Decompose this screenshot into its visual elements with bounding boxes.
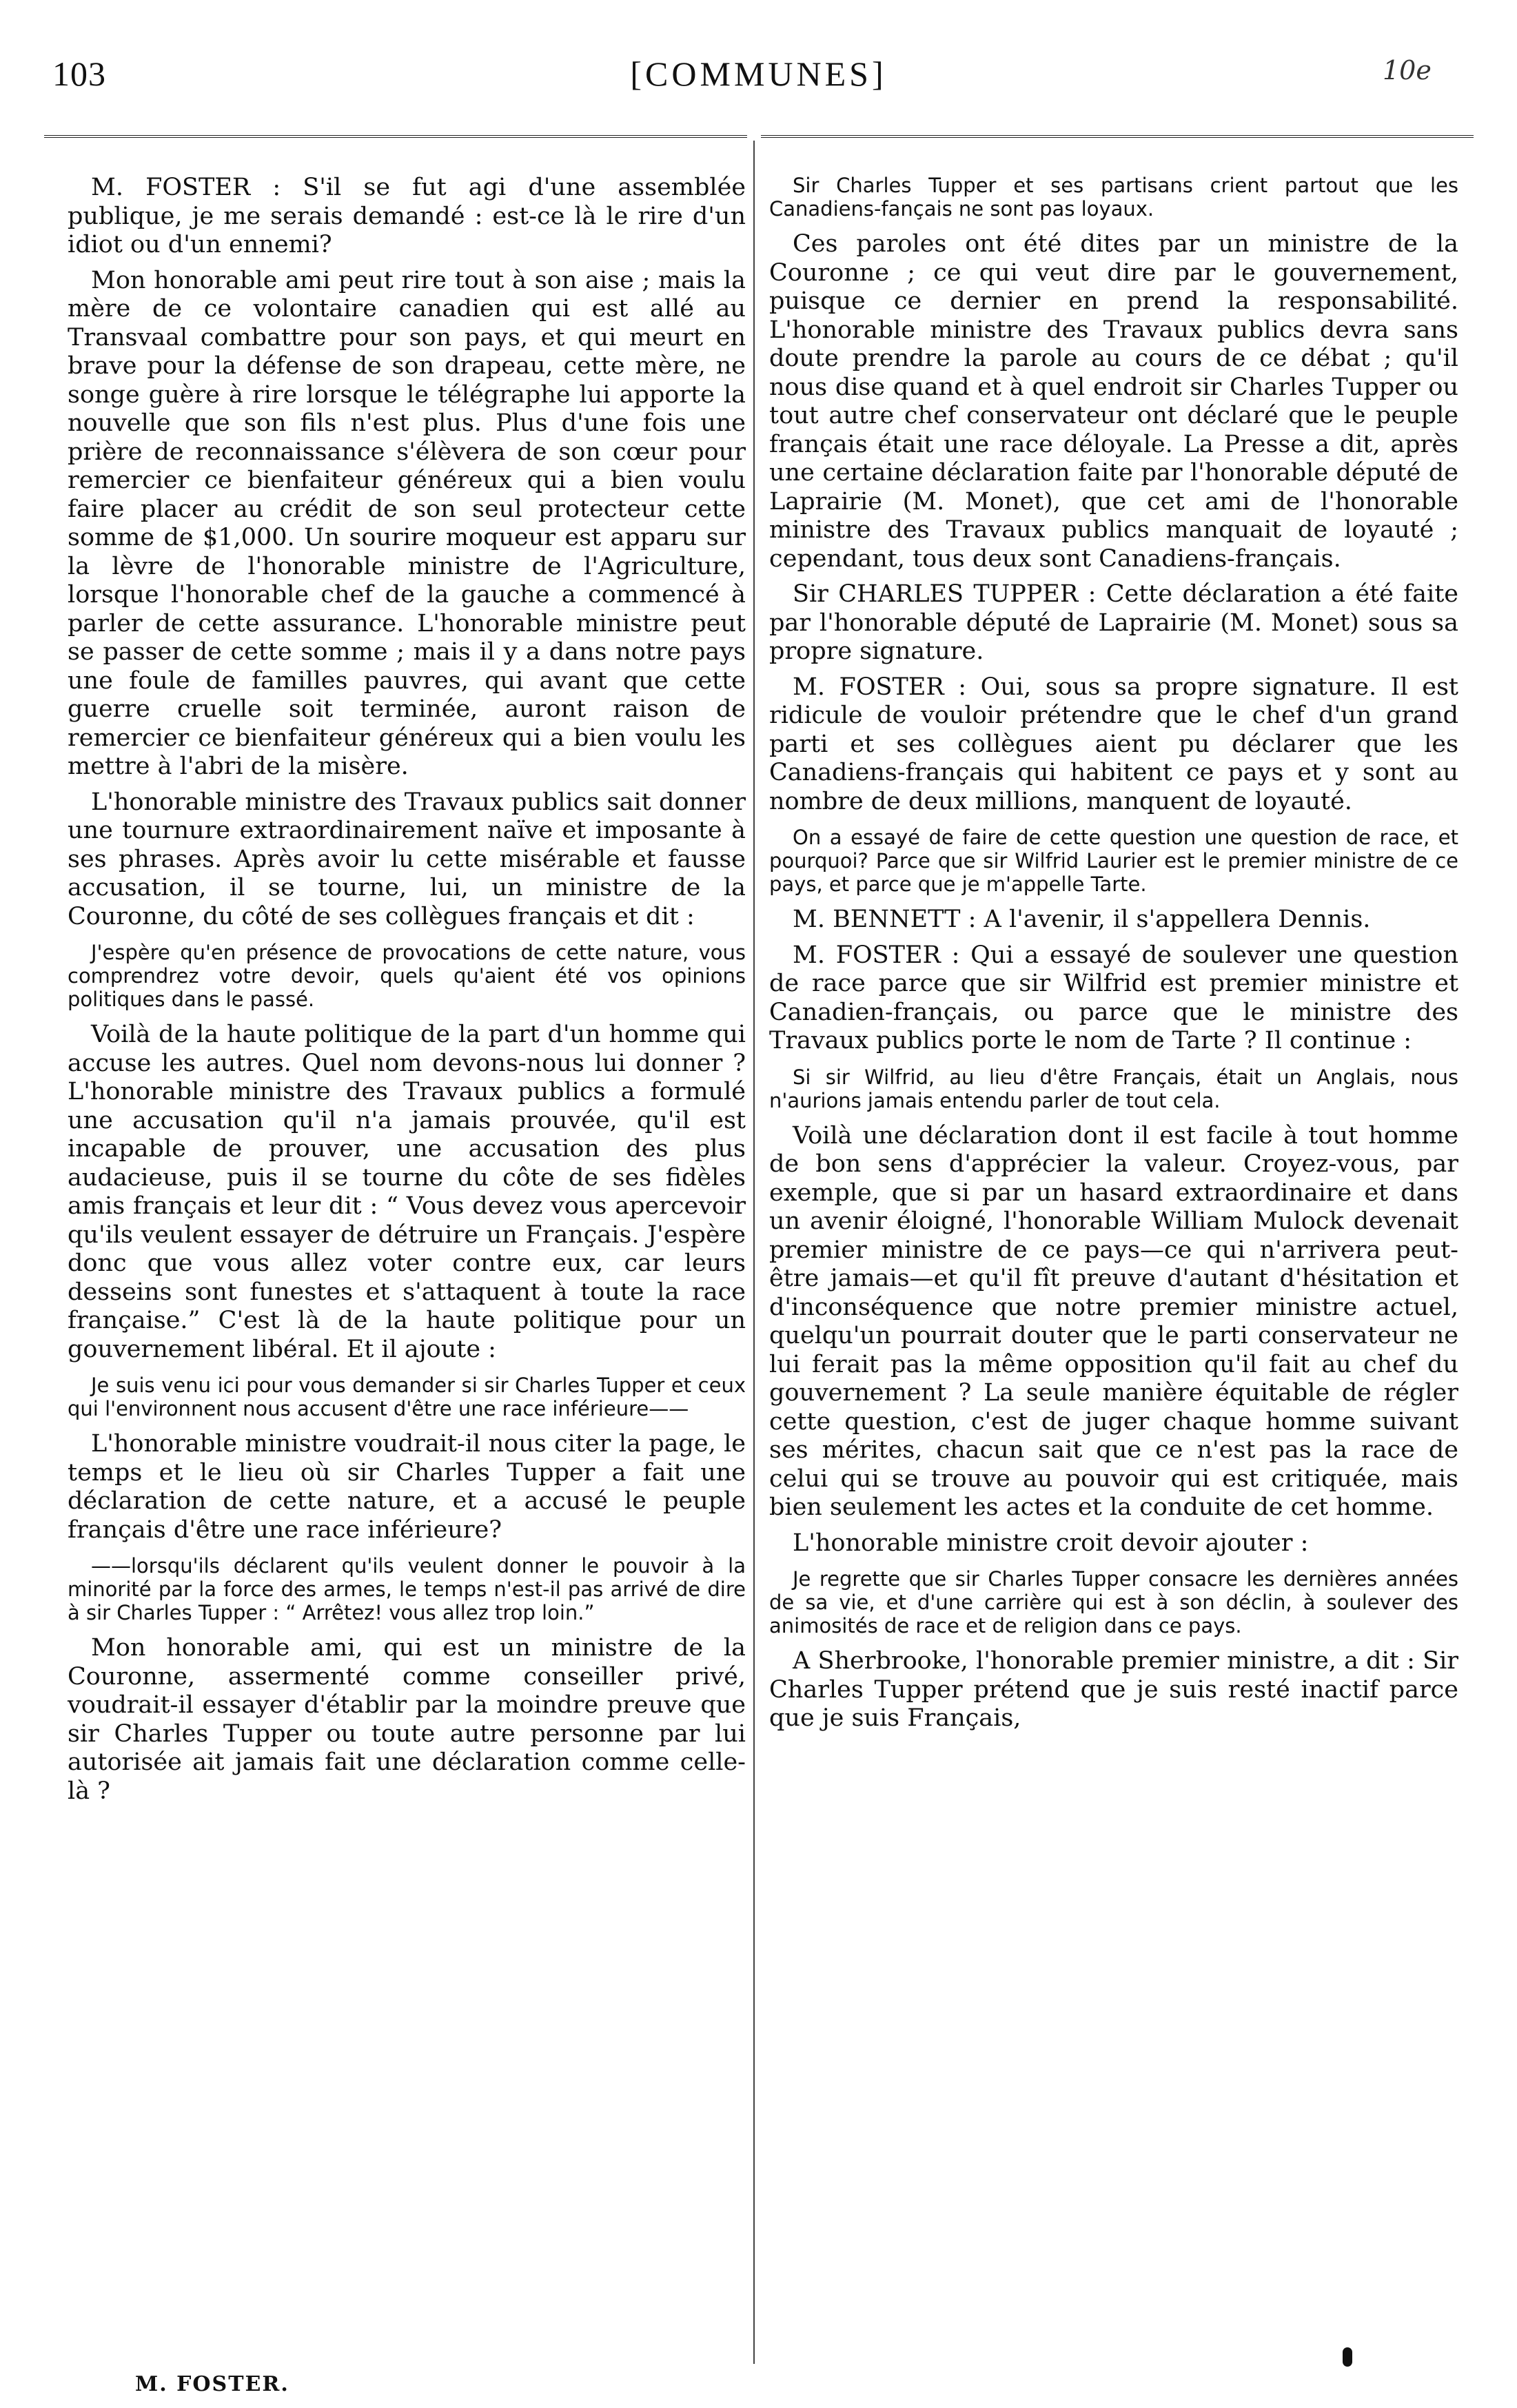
running-head: [COMMUNES] xyxy=(630,54,887,93)
header-rule-left xyxy=(44,135,747,138)
body-paragraph: Sir CHARLES TUPPER : Cette déclaration a été faite par l'honorable député de Laprairie (M. Monet) sous sa propre signature. xyxy=(769,580,1458,665)
quoted-passage: On a essayé de faire de cette question une question de race, et pourquoi? Parce que sir Wilfrid Laurier est le premier ministre de ce pays, et parce que je m'appelle Tarte. xyxy=(769,826,1458,896)
page-header xyxy=(0,0,1517,103)
column-divider xyxy=(753,141,755,2364)
quoted-passage: ——lorsqu'ils déclarent qu'ils veulent donner le pouvoir à la minorité par la force des armes, le temps n'est-il pas arrivé de dire à sir Charles Tupper : “ Arrêtez! vous allez trop loin.” xyxy=(68,1554,746,1624)
footer-speaker-catchword: M. FOSTER. xyxy=(135,2372,289,2396)
body-paragraph: Mon honorable ami, qui est un ministre de la Couronne, assermenté comme conseiller privé, voudrait-il essayer d'établir par la moindre preuve que sir Charles Tupper ou toute autre personne par lui autorisée ait jamais fait une déclaration comme celle-là ? xyxy=(68,1634,746,1805)
quoted-passage: Je suis venu ici pour vous demander si sir Charles Tupper et ceux qui l'environnent nous accusent d'être une race inférieure—— xyxy=(68,1374,746,1420)
body-paragraph: M. BENNETT : A l'avenir, il s'appellera Dennis. xyxy=(793,906,1371,933)
right-column xyxy=(769,174,1458,1740)
body-paragraph: Mon honorable ami peut rire tout à son aise ; mais la mère de ce volontaire canadien qui est allé au Transvaal combattre pour son pays, et qui meurt en brave pour la défense de son drapeau, cette mère, ne songe guère à rire lorsque le télégraphe lui apporte la nouvelle que son fils n'est plus. Plus d'une fois une prière de reconnaissance s'élèvera de son cœur pour remercier ce bienfaiteur généreux qui a bien voulu faire placer au crédit de son seul protecteur cette somme de $1,000. Un sourire moqueur est apparu sur la lèvre de l'honorable ministre de l'Agriculture, lorsque l'honorable chef de la gauche a commencé à parler de cette assurance. L'honorable ministre peut se passer de cette somme ; mais il y a dans notre pays une foule de familles pauvres, qui avant que cette guerre cruelle soit terminée, auront raison de remercier ce bienfaiteur généreux qui a bien voulu les mettre à l'abri de la misère. xyxy=(68,266,746,780)
quoted-passage: Sir Charles Tupper et ses partisans crient partout que les Canadiens-fançais ne sont pas loyaux. xyxy=(769,174,1458,221)
body-paragraph: Voilà une déclaration dont il est facile à tout homme de bon sens d'apprécier la valeur. Croyez-vous, par exemple, que si par un hasard extraordinaire et dans un avenir éloigné, l'honorable William Mulock devenait premier ministre de ce pays—ce qui n'arrivera peut-être jamais—et qu'il fît preuve d'autant d'hésitation et d'inconséquence que notre premier ministre actuel, quelqu'un pourrait douter que le parti conservateur ne lui ferait pas la même opposition qu'il fait au chef du gouvernement ? La seule manière équitable de régler cette question, c'est de juger chaque homme suivant ses mérites, chacun sait que ce n'est pas la race de celui qui se trouve au pouvoir qui est critiquée, mais bien seulement les actes et la conduite de cet homme. xyxy=(769,1121,1458,1521)
quoted-passage: Si sir Wilfrid, au lieu d'être Français, était un Anglais, nous n'aurions jamais entendu parler de tout cela. xyxy=(769,1065,1458,1112)
left-column xyxy=(68,174,746,1813)
body-paragraph: M. FOSTER : Oui, sous sa propre signature. Il est ridicule de vouloir prétendre que le chef d'un grand parti et ses collègues aient pu déclarer que les Canadiens-français qui habitent ce pays et y sont au nombre de deux millions, manquent de loyauté. xyxy=(769,673,1458,815)
body-paragraph: L'honorable ministre croit devoir ajouter : xyxy=(793,1529,1309,1557)
body-paragraph: L'honorable ministre des Travaux publics sait donner une tournure extraordinairement naïve et imposante à ses phrases. Après avoir lu cette misérable et fausse accusation, il se tourne, lui, un ministre de la Couronne, du côté de ses collègues français et dit : xyxy=(68,788,746,930)
body-paragraph: M. FOSTER : Qui a essayé de soulever une question de race parce que sir Wilfrid est premier ministre et Canadien-français, ou parce que le ministre des Travaux publics porte le nom de Tarte ? Il continue : xyxy=(769,941,1458,1054)
body-paragraph: A Sherbrooke, l'honorable premier ministre, a dit : Sir Charles Tupper prétend que je suis resté inactif parce que je suis Français, xyxy=(769,1647,1458,1732)
body-paragraph: Voilà de la haute politique de la part d'un homme qui accuse les autres. Quel nom devons-nous lui donner ? L'honorable ministre des Travaux publics a formulé une accusation qu'il n'a jamais prouvée, qu'il est incapable de prouver, une accusation des plus audacieuse, puis il se tourne du côte de ses fidèles amis français et leur dit : “ Vous devez vous apercevoir qu'ils veulent essayer de détruire un Français. J'espère donc que vous allez voter contre eux, car leurs desseins sont funestes et s'attaquent à toute la race française.” C'est là de la haute politique pour un gouvernement libéral. Et il ajoute : xyxy=(68,1021,746,1363)
handwritten-page-note: 10e xyxy=(1383,55,1432,85)
quoted-passage: J'espère qu'en présence de provocations de cette nature, vous comprendrez votre devoir, quels qu'aient été vos opinions politiques dans le passé. xyxy=(68,941,746,1011)
body-paragraph: L'honorable ministre voudrait-il nous citer la page, le temps et le lieu où sir Charles Tupper a fait une déclaration de cette nature, et a accusé le peuple français d'être une race inférieure? xyxy=(68,1430,746,1544)
body-paragraph: M. FOSTER : S'il se fut agi d'une assemblée publique, je me serais demandé : est-ce là le rire d'un idiot ou d'un ennemi? xyxy=(68,174,746,258)
page-number: 103 xyxy=(52,54,106,93)
ink-blot-mark xyxy=(1343,2347,1352,2367)
header-rule-right xyxy=(761,135,1474,138)
body-paragraph: Ces paroles ont été dites par un ministre de la Couronne ; ce qui veut dire par le gouvernement, puisque ce dernier en prend la responsabilité. L'honorable ministre des Travaux publics devra sans doute prendre la parole au cours de ce débat ; qu'il nous dise quand et à quel endroit sir Charles Tupper ou tout autre chef conservateur ont déclaré que le peuple français était une race déloyale. La Presse a dit, après une certaine déclaration faite par l'honorable député de Laprairie (M. Monet), que cet ami de l'honorable ministre des Travaux publics manquait de loyauté ; cependant, tous deux sont Canadiens-français. xyxy=(769,230,1458,573)
quoted-passage: Je regrette que sir Charles Tupper consacre les dernières années de sa vie, et d'une carrière qui est à son déclin, à soulever des animosités de race et de religion dans ce pays. xyxy=(769,1567,1458,1637)
